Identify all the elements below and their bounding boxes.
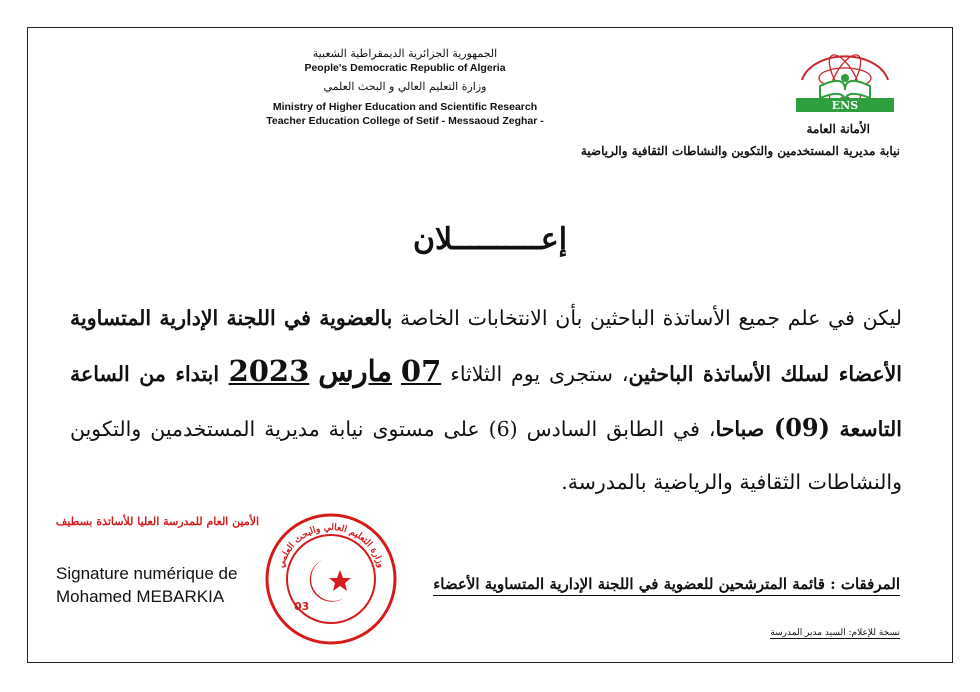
date-year: 2023 (228, 354, 310, 388)
secretary-stamp-text: الأمين العام للمدرسة العليا للأساتذة بسطيف (55, 515, 260, 528)
announcement-body (70, 292, 902, 509)
body-hour: (09) (773, 413, 830, 442)
digital-signature (56, 562, 237, 608)
seal-arc-text: وزارة التعليم العالي والبحث العلمي (276, 522, 386, 570)
logo-acronym: ENS (831, 99, 859, 112)
body-morning: صباحا (715, 417, 774, 441)
republic-en: People's Democratic Republic of Algeria (304, 62, 506, 74)
seal-number: 03 (294, 600, 310, 613)
directorate: نيابة مديرية المستخدمين والتكوين والنشاطات الثقافية والرياضية (580, 144, 900, 158)
body-date-intro: ، ستجرى يوم الثلاثاء (441, 362, 629, 386)
ministry-ar: وزارة التعليم العالي و البحث العلمي (323, 80, 487, 93)
ens-logo (790, 40, 900, 118)
ministry-en: Ministry of Higher Education and Scientific Research (272, 101, 538, 113)
general-secretariat: الأمانة العامة (806, 122, 870, 136)
official-seal (262, 510, 400, 648)
republic-ar: الجمهورية الجزائرية الديمقراطية الشعبية (312, 47, 498, 60)
copy-to: نسخة للإعلام: السيد مدير المدرسة (770, 628, 900, 638)
body-intro: ليكن في علم جميع الأساتذة الباحثين بأن الانتخابات الخاصة (392, 306, 903, 330)
body-committee: بالعضوية في اللجنة الإدارية المتساوية الأعضاء لسلك الأساتذة الباحثين (70, 306, 902, 386)
announcement-title: إعــــــــــلان (412, 222, 568, 257)
signature-line1: Signature numérique de (56, 564, 238, 583)
date-month: مارس (318, 354, 392, 388)
body-location: ، في الطابق السادس (6) على مستوى نيابة مديرية المستخدمين والتكوين والنشاطات الثقافية والرياضية بالمدرسة. (70, 417, 902, 494)
signature-name: Mohamed MEBARKIA (56, 587, 225, 606)
header-block (240, 46, 570, 128)
attachments-line: المرفقات : قائمة المترشحين للعضوية في اللجنة الإدارية المتساوية الأعضاء (433, 575, 900, 596)
body-time-intro: ابتداء من الساعة التاسعة (70, 362, 902, 441)
date-day: 07 (400, 354, 442, 388)
college-en: Teacher Education College of Setif - Messaoud Zeghar - (266, 115, 544, 127)
